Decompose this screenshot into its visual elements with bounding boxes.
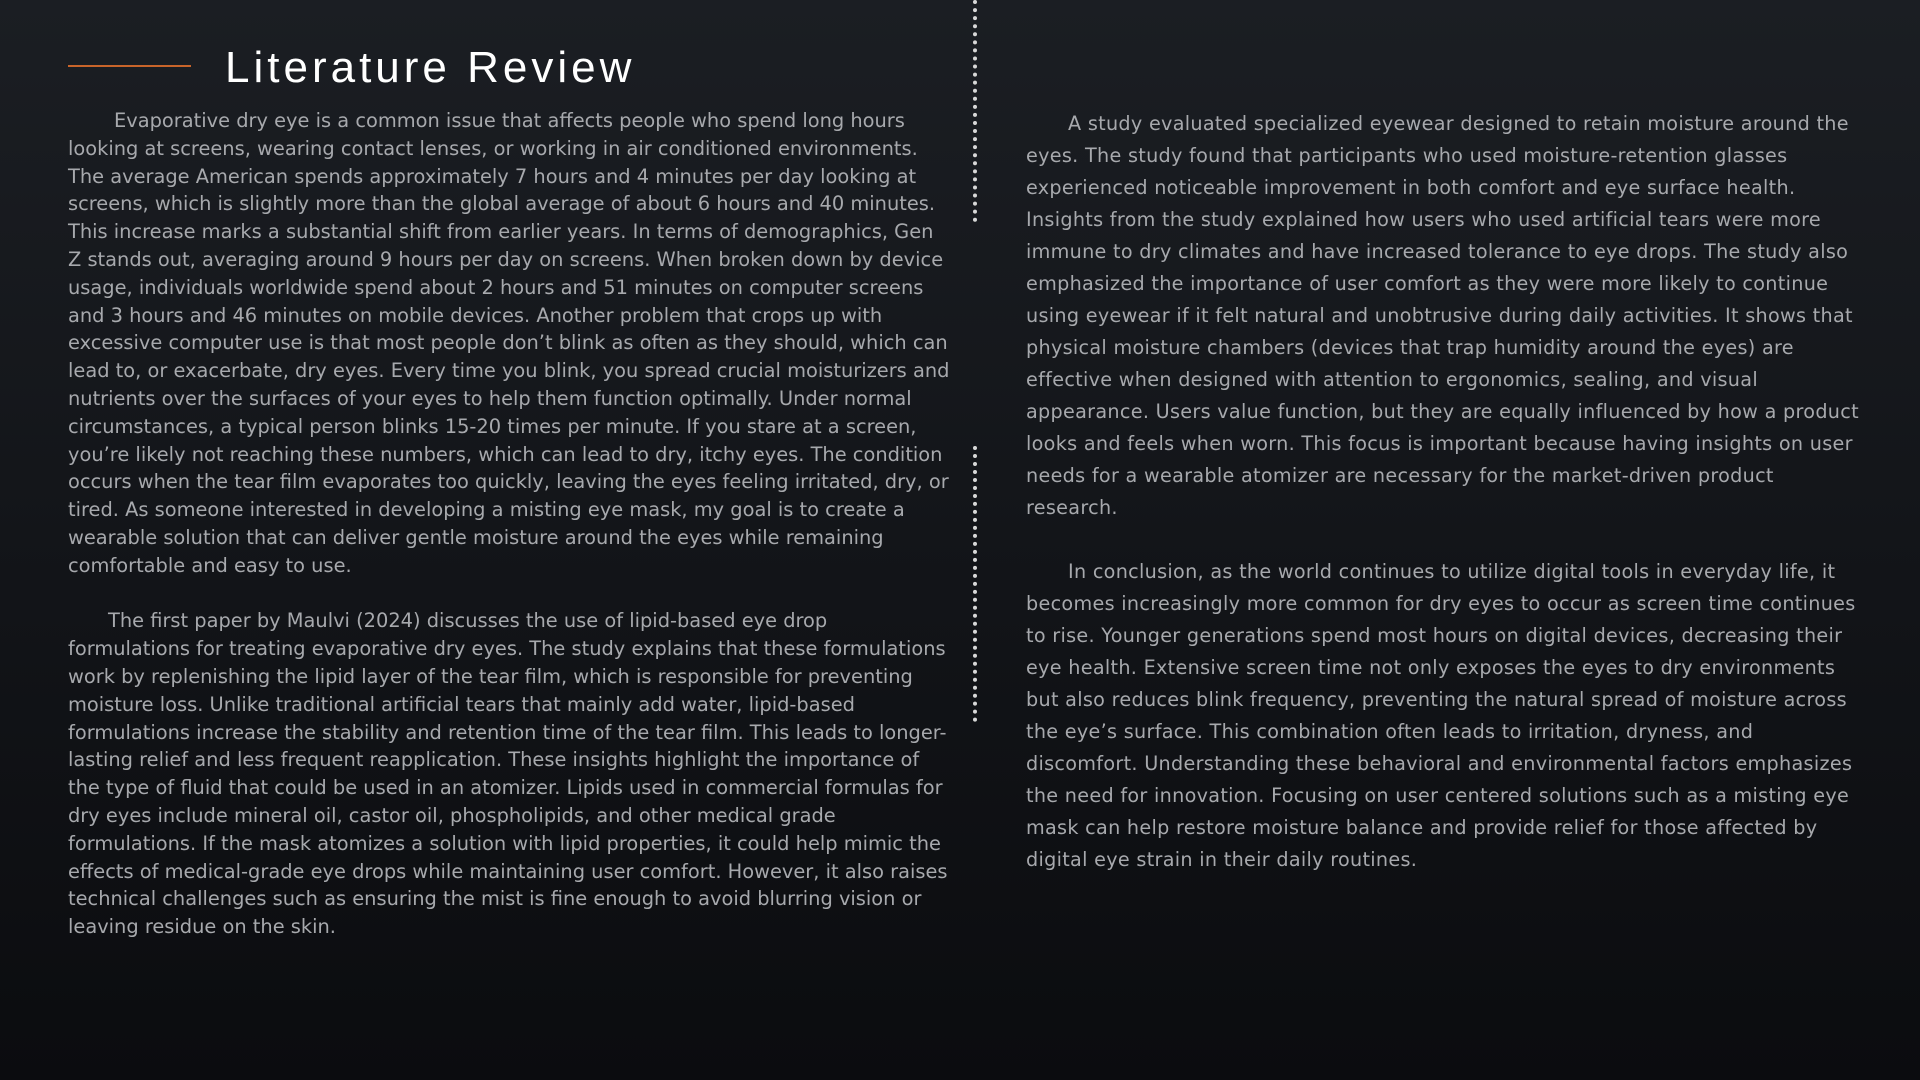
right-column [1026, 108, 1864, 876]
right-paragraph-1: A study evaluated specialized eyewear designed to retain moisture around the eyes. The study found that participants who used moisture-retention glasses experienced noticeable improvement in both comfort and eye surface health. Insights from the study explained how users who used artificial tears were more immune to dry climates and have increased tolerance to eye drops. The study also emphasized the importance of user comfort as they were more likely to continue using eyewear if it felt natural and unobtrusive during daily activities. It shows that physical moisture chambers (devices that trap humidity around the eyes) are effective when designed with attention to ergonomics, sealing, and visual appearance. Users value function, but they are equally influenced by how a product looks and feels when worn. This focus is important because having insights on user needs for a wearable atomizer are necessary for the market-driven product research. [1026, 112, 1859, 519]
column-divider-top [973, 0, 977, 222]
title-accent-line [68, 65, 191, 67]
left-paragraph-1: Evaporative dry eye is a common issue that affects people who spend long hours looking at screens, wearing contact lenses, or working in air conditioned environments. The average American spends approximately 7 hours and 4 minutes per day looking at screens, which is slightly more than the global average of about 6 hours and 40 minutes. This increase marks a substantial shift from earlier years. In terms of demographics, Gen Z stands out, averaging around 9 hours per day on screens. When broken down by device usage, individuals worldwide spend about 2 hours and 51 minutes on computer screens and 3 hours and 46 minutes on mobile devices. Another problem that crops up with excessive computer use is that most people don’t blink as often as they should, which can lead to, or exacerbate, dry eyes. Every time you blink, you spread crucial moisturizers and nutrients over the surfaces of your eyes to help them function optimally. Under normal circumstances, a typical person blinks 15-20 times per minute. If you stare at a screen, you’re likely not reaching these numbers, which can lead to dry, itchy eyes. The condition occurs when the tear film evaporates too quickly, leaving the eyes feeling irritated, dry, or tired. As someone interested in developing a misting eye mask, my goal is to create a wearable solution that can deliver gentle moisture around the eyes while remaining comfortable and easy to use. [68, 109, 950, 577]
column-divider-middle [973, 446, 977, 722]
right-paragraph-2: In conclusion, as the world continues to utilize digital tools in everyday life, it becomes increasingly more common for dry eyes to occur as screen time continues to rise. Younger generations spend most hours on digital devices, decreasing their eye health. Extensive screen time not only exposes the eyes to dry environments but also reduces blink frequency, preventing the natural spread of moisture across the eye’s surface. This combination often leads to irritation, dryness, and discomfort. Understanding these behavioral and environmental factors emphasizes the need for innovation. Focusing on user centered solutions such as a misting eye mask can help restore moisture balance and provide relief for those affected by digital eye strain in their daily routines. [1026, 560, 1856, 871]
page-title: Literature Review [225, 43, 636, 92]
left-paragraph-2: The first paper by Maulvi (2024) discusses the use of lipid-based eye drop formulations for treating evaporative dry eyes. The study explains that these formulations work by replenishing the lipid layer of the tear film, which is responsible for preventing moisture loss. Unlike traditional artificial tears that mainly add water, lipid-based formulations increase the stability and retention time of the tear film. This leads to longer-lasting relief and less frequent reapplication. These insights highlight the importance of the type of fluid that could be used in an atomizer. Lipids used in commercial formulas for dry eyes include mineral oil, castor oil, phospholipids, and other medical grade formulations. If the mask atomizes a solution with lipid properties, it could help mimic the effects of medical-grade eye drops while maintaining user comfort. However, it also raises technical challenges such as ensuring the mist is fine enough to avoid blurring vision or leaving residue on the skin. [68, 609, 948, 939]
left-column [68, 107, 950, 941]
